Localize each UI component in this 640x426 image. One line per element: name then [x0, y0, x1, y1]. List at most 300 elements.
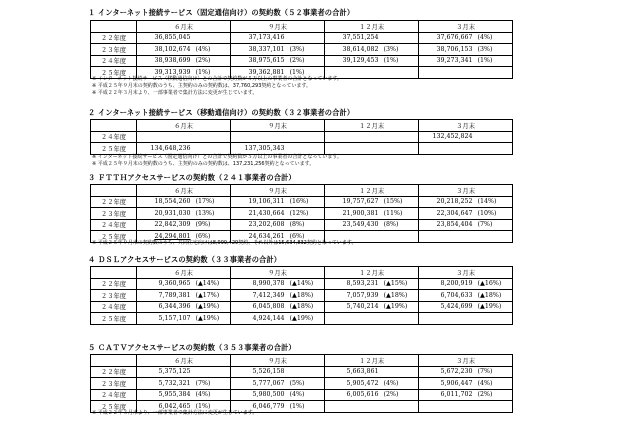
contract-count: 8,200,919 [440, 280, 473, 288]
growth-rate-cell [193, 313, 231, 325]
growth-rate-cell [381, 401, 419, 413]
growth-rate-cell [287, 196, 325, 208]
growth-rate-cell [381, 32, 419, 44]
value-cell [325, 44, 381, 56]
growth-rate-cell [287, 366, 325, 378]
section-title: １ インターネット接続サービス（固定通信向け）の契約数（５２事業者の合計） [88, 8, 355, 17]
value-cell [419, 208, 475, 220]
year-label: ２５年度 [91, 67, 137, 79]
growth-rate: (6%) [289, 232, 305, 240]
growth-rate-cell [193, 290, 231, 302]
footnote: ※ 平成２５年９月末の契約数のうち、主契約のみの契約数は、137,231,256契約となっています。 [92, 161, 315, 167]
growth-rate: (7%) [477, 368, 493, 376]
year-label: ２５年度 [91, 143, 137, 155]
value-cell [231, 196, 287, 208]
value-cell [419, 301, 475, 313]
contract-count: 6,046,779 [252, 402, 285, 410]
growth-rate: (▲19%) [477, 303, 502, 311]
year-label: ２４年度 [91, 55, 137, 67]
growth-rate-cell [287, 55, 325, 67]
value-cell [419, 366, 475, 378]
growth-rate-cell [193, 55, 231, 67]
growth-rate: (▲19%) [195, 303, 220, 311]
contract-count: 8,990,378 [252, 280, 285, 288]
table-row [91, 366, 513, 378]
contract-count: 23,854,404 [436, 221, 473, 229]
value-cell [137, 196, 193, 208]
growth-rate-cell [475, 55, 513, 67]
growth-rate: (6%) [195, 232, 211, 240]
growth-rate-cell [193, 301, 231, 313]
growth-rate-cell [475, 290, 513, 302]
column-header: ９月末 [231, 120, 325, 132]
growth-rate: (1%) [383, 57, 399, 65]
growth-rate-cell [381, 55, 419, 67]
growth-rate: (17%) [195, 198, 215, 206]
growth-rate: (3%) [383, 45, 399, 53]
contract-count: 22,304,647 [436, 209, 473, 217]
table-row [91, 44, 513, 56]
growth-rate: (8%) [383, 221, 399, 229]
growth-rate: (15%) [383, 198, 403, 206]
contract-count: 39,313,939 [154, 68, 191, 76]
footnote: ※ 平成２２年３月末より、一部事業者で集計方法に変更が生じています。 [92, 90, 258, 96]
header-corner [91, 355, 137, 367]
value-cell [325, 313, 381, 325]
value-cell [231, 366, 287, 378]
value-cell [325, 366, 381, 378]
growth-rate: (2%) [289, 57, 305, 65]
value-cell [419, 231, 475, 243]
growth-rate-cell [381, 313, 419, 325]
value-cell [325, 208, 381, 220]
year-label: ２３年度 [91, 290, 137, 302]
value-cell [231, 44, 287, 56]
contract-count: 23,549,430 [342, 221, 379, 229]
table-row [91, 278, 513, 290]
value-cell [325, 389, 381, 401]
column-header: ９月末 [231, 185, 325, 197]
growth-rate-cell [193, 131, 231, 143]
growth-rate: (▲18%) [289, 291, 314, 299]
growth-rate: (4%) [289, 391, 305, 399]
value-cell [231, 378, 287, 390]
growth-rate-cell [287, 278, 325, 290]
value-cell [137, 378, 193, 390]
value-cell [137, 55, 193, 67]
value-cell [137, 131, 193, 143]
header-row [91, 267, 513, 279]
value-cell [231, 313, 287, 325]
section-title: ３ ＦＴＴＨアクセスサービスの契約数（２４１事業者の合計） [88, 173, 296, 182]
growth-rate-cell [381, 231, 419, 243]
header-row [91, 185, 513, 197]
growth-rate-cell [193, 366, 231, 378]
value-cell [325, 131, 381, 143]
value-cell [325, 290, 381, 302]
contract-count: 39,362,881 [248, 68, 285, 76]
value-cell [137, 366, 193, 378]
contract-count: 7,412,349 [252, 291, 285, 299]
column-header: ６月末 [137, 267, 231, 279]
value-cell [231, 131, 287, 143]
footnote: ※ 平成２５年９月末の契約数のうち、主契約のみの契約数は、37,760,293契約となっています。 [92, 83, 312, 89]
column-header: １２月末 [325, 120, 419, 132]
contract-count: 37,551,254 [342, 34, 379, 42]
column-header: ６月末 [137, 120, 231, 132]
growth-rate: (2%) [383, 391, 399, 399]
growth-rate: (3%) [477, 45, 493, 53]
column-header: １２月末 [325, 267, 419, 279]
growth-rate-cell [381, 366, 419, 378]
growth-rate: (▲18%) [477, 291, 502, 299]
column-header: ９月末 [231, 21, 325, 33]
section-title: ２ インターネット接続サービス（移動通信向け）の契約数（３２事業者の合計） [88, 108, 355, 117]
growth-rate-cell [381, 131, 419, 143]
growth-rate: (▲14%) [195, 280, 220, 288]
contract-count: 5,777,067 [252, 379, 285, 387]
year-label: ２４年度 [91, 389, 137, 401]
value-cell [419, 219, 475, 231]
data-table [90, 119, 513, 155]
table-row [91, 290, 513, 302]
contract-count: 21,430,664 [248, 209, 285, 217]
table-row [91, 32, 513, 44]
contract-count: 134,648,236 [150, 144, 191, 152]
year-label: ２４年度 [91, 131, 137, 143]
contract-count: 6,344,396 [158, 303, 191, 311]
growth-rate-cell [475, 231, 513, 243]
year-label: ２２年度 [91, 366, 137, 378]
growth-rate-cell [475, 44, 513, 56]
growth-rate: (4%) [195, 45, 211, 53]
growth-rate-cell [287, 131, 325, 143]
growth-rate-cell [475, 32, 513, 44]
table-row [91, 378, 513, 390]
growth-rate-cell [475, 219, 513, 231]
growth-rate-cell [475, 366, 513, 378]
contract-count: 37,173,416 [248, 34, 285, 42]
value-cell [137, 313, 193, 325]
growth-rate-cell [475, 67, 513, 79]
growth-rate-cell [381, 389, 419, 401]
value-cell [231, 32, 287, 44]
growth-rate: (10%) [477, 209, 497, 217]
value-cell [137, 290, 193, 302]
growth-rate-cell [475, 131, 513, 143]
contract-count: 21,900,381 [342, 209, 379, 217]
growth-rate-cell [287, 301, 325, 313]
contract-count: 5,740,214 [346, 303, 379, 311]
year-label: ２３年度 [91, 44, 137, 56]
growth-rate-cell [381, 196, 419, 208]
growth-rate: (14%) [477, 198, 497, 206]
growth-rate: (13%) [195, 209, 215, 217]
value-cell [419, 290, 475, 302]
growth-rate: (11%) [383, 209, 403, 217]
column-header: ６月末 [137, 21, 231, 33]
year-label: ２５年度 [91, 401, 137, 413]
year-label: ２５年度 [91, 313, 137, 325]
growth-rate: (1%) [195, 68, 211, 76]
column-header: ３月末 [419, 185, 513, 197]
growth-rate-cell [475, 389, 513, 401]
growth-rate: (5%) [289, 379, 305, 387]
growth-rate: (1%) [477, 57, 493, 65]
growth-rate-cell [193, 219, 231, 231]
growth-rate-cell [381, 44, 419, 56]
value-cell [325, 219, 381, 231]
growth-rate: (4%) [477, 379, 493, 387]
growth-rate: (4%) [383, 379, 399, 387]
growth-rate: (▲19%) [195, 314, 220, 322]
year-label: ２４年度 [91, 301, 137, 313]
growth-rate-cell [287, 290, 325, 302]
year-label: ２３年度 [91, 208, 137, 220]
value-cell [419, 196, 475, 208]
contract-count: 5,424,699 [440, 303, 473, 311]
value-cell [137, 32, 193, 44]
year-label: ２２年度 [91, 32, 137, 44]
value-cell [231, 389, 287, 401]
table-row [91, 313, 513, 325]
growth-rate-cell [475, 196, 513, 208]
growth-rate-cell [193, 278, 231, 290]
growth-rate: (▲18%) [289, 303, 314, 311]
table-row [91, 208, 513, 220]
footnote: ※ インターネット接続サービス（固定通信向け）との合計で契約数が５万以上の事業者の合計となっています。 [92, 154, 342, 160]
value-cell [137, 389, 193, 401]
growth-rate-cell [475, 378, 513, 390]
year-label: ２２年度 [91, 278, 137, 290]
value-cell [419, 44, 475, 56]
growth-rate-cell [193, 389, 231, 401]
contract-count: 5,980,500 [252, 391, 285, 399]
column-header: ３月末 [419, 267, 513, 279]
growth-rate-cell [287, 32, 325, 44]
contract-count: 5,526,158 [252, 368, 285, 376]
data-table [90, 184, 513, 243]
contract-count: 20,218,252 [436, 198, 473, 206]
table-row [91, 196, 513, 208]
growth-rate-cell [287, 313, 325, 325]
header-row [91, 355, 513, 367]
contract-count: 5,955,384 [158, 391, 191, 399]
data-table [90, 354, 513, 413]
value-cell [419, 401, 475, 413]
growth-rate-cell [381, 378, 419, 390]
contract-count: 6,042,465 [158, 402, 191, 410]
growth-rate-cell [287, 401, 325, 413]
footnote: ※ 平成２２年３月末より、一部事業者で集計方法に変更が生じています。 [92, 410, 258, 416]
contract-count: 37,676,667 [436, 34, 473, 42]
growth-rate-cell [381, 143, 419, 155]
column-header: ９月末 [231, 355, 325, 367]
column-header: １２月末 [325, 355, 419, 367]
contract-count: 38,975,615 [248, 57, 285, 65]
growth-rate-cell [193, 32, 231, 44]
contract-count: 7,057,939 [346, 291, 379, 299]
footnote: ※ 平成２５年９月末の契約数のうち、共同住宅向けは8,999,429契約、それ以外は15,634,832契約となっています。 [92, 240, 357, 246]
section-title: ４ ＤＳＬアクセスサービスの契約数（３３事業者の合計） [88, 255, 282, 264]
growth-rate: (▲15%) [383, 280, 408, 288]
growth-rate: (3%) [289, 45, 305, 53]
contract-count: 38,938,699 [154, 57, 191, 65]
contract-count: 24,294,801 [154, 232, 191, 240]
growth-rate: (1%) [195, 402, 211, 410]
header-corner [91, 21, 137, 33]
contract-count: 9,360,965 [158, 280, 191, 288]
contract-count: 7,789,381 [158, 291, 191, 299]
growth-rate: (2%) [195, 57, 211, 65]
growth-rate-cell [287, 208, 325, 220]
contract-count: 5,905,472 [346, 379, 379, 387]
growth-rate: (4%) [477, 34, 493, 42]
contract-count: 5,906,447 [440, 379, 473, 387]
growth-rate-cell [381, 219, 419, 231]
value-cell [419, 55, 475, 67]
contract-count: 6,704,633 [440, 291, 473, 299]
growth-rate-cell [381, 278, 419, 290]
data-table [90, 20, 513, 79]
growth-rate-cell [381, 208, 419, 220]
growth-rate-cell [193, 196, 231, 208]
value-cell [419, 278, 475, 290]
column-header: ３月末 [419, 21, 513, 33]
column-header: ３月末 [419, 355, 513, 367]
value-cell [419, 67, 475, 79]
contract-count: 6,045,808 [252, 303, 285, 311]
contract-count: 5,732,321 [158, 379, 191, 387]
growth-rate: (16%) [289, 198, 309, 206]
growth-rate: (▲17%) [195, 291, 220, 299]
value-cell [325, 401, 381, 413]
header-row [91, 120, 513, 132]
growth-rate: (▲19%) [289, 314, 314, 322]
value-cell [137, 278, 193, 290]
value-cell [231, 290, 287, 302]
growth-rate: (▲18%) [383, 291, 408, 299]
contract-count: 132,452,824 [432, 133, 473, 141]
contract-count: 5,663,861 [346, 368, 379, 376]
contract-count: 137,305,343 [244, 144, 285, 152]
data-table [90, 266, 513, 325]
table-row [91, 301, 513, 313]
value-cell [137, 44, 193, 56]
growth-rate: (4%) [195, 391, 211, 399]
value-cell [419, 313, 475, 325]
year-label: ２５年度 [91, 231, 137, 243]
table-row [91, 55, 513, 67]
value-cell [325, 196, 381, 208]
header-row [91, 21, 513, 33]
growth-rate-cell [475, 401, 513, 413]
year-label: ２２年度 [91, 196, 137, 208]
contract-count: 36,855,045 [154, 34, 191, 42]
value-cell [231, 55, 287, 67]
value-cell [419, 131, 475, 143]
contract-count: 20,931,030 [154, 209, 191, 217]
contract-count: 4,924,144 [252, 314, 285, 322]
header-corner [91, 267, 137, 279]
growth-rate-cell [193, 378, 231, 390]
value-cell [137, 219, 193, 231]
contract-count: 19,757,627 [342, 198, 379, 206]
contract-count: 24,634,261 [248, 232, 285, 240]
growth-rate-cell [381, 301, 419, 313]
value-cell [137, 208, 193, 220]
growth-rate: (2%) [477, 391, 493, 399]
table-row [91, 219, 513, 231]
value-cell [419, 389, 475, 401]
growth-rate-cell [287, 389, 325, 401]
contract-count: 38,614,082 [342, 45, 379, 53]
growth-rate: (▲14%) [289, 280, 314, 288]
contract-count: 5,672,230 [440, 368, 473, 376]
growth-rate-cell [475, 143, 513, 155]
contract-count: 22,842,309 [154, 221, 191, 229]
contract-count: 38,706,153 [436, 45, 473, 53]
value-cell [419, 378, 475, 390]
contract-count: 38,102,674 [154, 45, 191, 53]
value-cell [231, 208, 287, 220]
table-row [91, 389, 513, 401]
column-header: ９月末 [231, 267, 325, 279]
year-label: ２４年度 [91, 219, 137, 231]
year-label: ２３年度 [91, 378, 137, 390]
value-cell [419, 143, 475, 155]
contract-count: 39,129,453 [342, 57, 379, 65]
column-header: １２月末 [325, 21, 419, 33]
contract-count: 5,375,125 [158, 368, 191, 376]
growth-rate-cell [287, 44, 325, 56]
growth-rate-cell [287, 219, 325, 231]
growth-rate: (12%) [289, 209, 309, 217]
growth-rate-cell [475, 301, 513, 313]
growth-rate-cell [475, 278, 513, 290]
contract-count: 6,005,616 [346, 391, 379, 399]
column-header: ６月末 [137, 355, 231, 367]
growth-rate: (8%) [289, 221, 305, 229]
value-cell [325, 55, 381, 67]
contract-count: 38,337,101 [248, 45, 285, 53]
value-cell [137, 301, 193, 313]
contract-count: 23,202,608 [248, 221, 285, 229]
growth-rate: (7%) [477, 221, 493, 229]
column-header: １２月末 [325, 185, 419, 197]
contract-count: 19,106,311 [248, 198, 285, 206]
value-cell [231, 219, 287, 231]
contract-count: 39,273,341 [436, 57, 473, 65]
growth-rate: (▲16%) [477, 280, 502, 288]
value-cell [325, 278, 381, 290]
growth-rate: (1%) [289, 402, 305, 410]
contract-count: 8,593,231 [346, 280, 379, 288]
growth-rate-cell [193, 208, 231, 220]
value-cell [231, 301, 287, 313]
growth-rate-cell [381, 67, 419, 79]
value-cell [325, 301, 381, 313]
value-cell [325, 378, 381, 390]
column-header: ３月末 [419, 120, 513, 132]
growth-rate-cell [475, 313, 513, 325]
contract-count: 5,157,107 [158, 314, 191, 322]
growth-rate: (▲19%) [383, 303, 408, 311]
value-cell [231, 278, 287, 290]
growth-rate-cell [381, 290, 419, 302]
growth-rate-cell [475, 208, 513, 220]
contract-count: 18,554,260 [154, 198, 191, 206]
